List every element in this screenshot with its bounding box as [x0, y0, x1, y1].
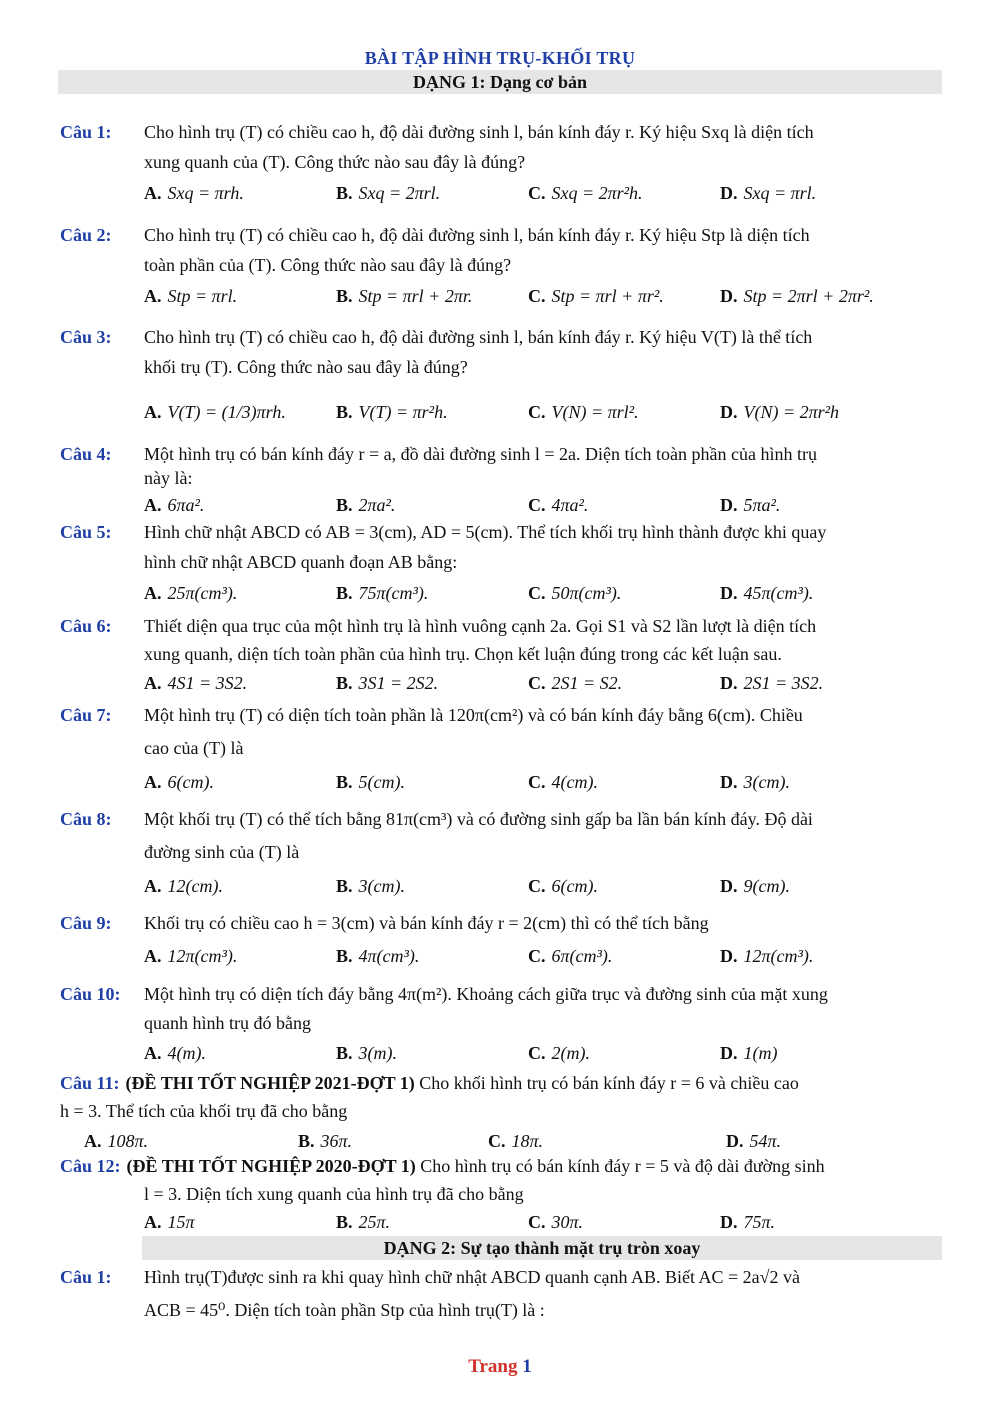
section-heading-1: DẠNG 1: Dạng cơ bản: [58, 70, 942, 94]
option-a: A. Stp = πrl.: [144, 286, 238, 306]
question-text: Hình chữ nhật ABCD có AB = 3(cm), AD = 5(cm). Thể tích khối trụ hình thành được khi quay: [144, 522, 827, 542]
option-c: C. 2S1 = S2.: [528, 673, 623, 693]
page-footer: [0, 1356, 1000, 1378]
question-number: Câu 11:: [60, 1073, 120, 1093]
option-c: C. 30π.: [528, 1212, 584, 1232]
question-text-cont: cao của (T) là: [144, 738, 244, 758]
question-number: Câu 7:: [60, 705, 112, 725]
question-9: [60, 908, 940, 974]
question-text: Một khối trụ (T) có thể tích bằng 81π(cm³) và có đường sinh gấp ba lần bán kính đáy. Độ dài: [144, 809, 813, 829]
exam-source: (ĐỀ THI TỐT NGHIỆP 2020-ĐỢT 1): [126, 1156, 416, 1176]
option-d: D. 75π.: [720, 1212, 776, 1232]
option-a: A. 12(cm).: [144, 876, 223, 896]
question-4: [60, 441, 940, 521]
question-number: Câu 12:: [60, 1156, 121, 1176]
option-d: D. 12π(cm³).: [720, 946, 814, 966]
question-text: Thiết diện qua trục của một hình trụ là hình vuông cạnh 2a. Gọi S1 và S2 lần lượt là diện tích: [144, 616, 817, 636]
answer-options: [60, 577, 940, 609]
option-a: A. 6πa².: [144, 495, 205, 515]
question-text: Cho hình trụ có bán kính đáy r = 5 và độ dài đường sinh: [420, 1156, 825, 1176]
question-10: [60, 979, 940, 1069]
option-b: B. 75π(cm³).: [336, 583, 429, 603]
answer-options: [60, 177, 940, 209]
answer-options: [60, 870, 940, 902]
option-a: A. 12π(cm³).: [144, 946, 238, 966]
option-a: A. 4(m).: [144, 1043, 206, 1063]
option-b: B. 36π.: [298, 1131, 353, 1151]
answer-options: [60, 1208, 940, 1236]
option-b: B. 4π(cm³).: [336, 946, 420, 966]
question-text-cont: ACB = 45⁰. Diện tích toàn phần Stp của hình trụ(T) là :: [144, 1300, 545, 1320]
option-c: C. 6(cm).: [528, 876, 598, 896]
question-number: Câu 10:: [60, 984, 121, 1004]
section2-question-1: [60, 1262, 940, 1328]
option-a: A. 108π.: [84, 1131, 149, 1151]
option-c: C. V(N) = πrl².: [528, 402, 639, 422]
question-text: Cho hình trụ (T) có chiều cao h, độ dài đường sinh l, bán kính đáy r. Ký hiệu Sxq là diện tích: [144, 122, 814, 142]
option-c: C. 50π(cm³).: [528, 583, 622, 603]
answer-options: [60, 396, 940, 428]
question-number: Câu 2:: [60, 225, 112, 245]
option-d: D. Stp = 2πrl + 2πr².: [720, 286, 874, 306]
option-b: B. 3S1 = 2S2.: [336, 673, 439, 693]
question-3: [60, 322, 940, 428]
section-heading-2: DẠNG 2: Sự tạo thành mặt trụ tròn xoay: [142, 1236, 942, 1260]
question-text: Một hình trụ có bán kính đáy r = a, đồ dài đường sinh l = 2a. Diện tích toàn phần của hình trụ: [144, 444, 817, 464]
question-12: [60, 1152, 940, 1236]
question-text-cont: đường sinh của (T) là: [144, 842, 300, 862]
option-b: B. 2πa².: [336, 495, 396, 515]
option-c: C. 2(m).: [528, 1043, 590, 1063]
question-text: Cho hình trụ (T) có chiều cao h, độ dài đường sinh l, bán kính đáy r. Ký hiệu V(T) là thể tích: [144, 327, 813, 347]
page-title: BÀI TẬP HÌNH TRỤ-KHỐI TRỤ: [364, 48, 636, 68]
option-b: B. 25π.: [336, 1212, 391, 1232]
answer-options: [60, 280, 940, 312]
option-d: D. V(N) = 2πr²h: [720, 402, 840, 422]
question-number: Câu 3:: [60, 327, 112, 347]
question-number: Câu 8:: [60, 809, 112, 829]
question-text-cont: xung quanh của (T). Công thức nào sau đây là đúng?: [144, 152, 526, 172]
option-a: A. 6(cm).: [144, 772, 214, 792]
question-number: Câu 1:: [60, 1267, 112, 1287]
question-8: [60, 804, 940, 902]
option-a: A. Sxq = πrh.: [144, 183, 244, 203]
option-b: B. Sxq = 2πrl.: [336, 183, 441, 203]
option-d: D. 3(cm).: [720, 772, 790, 792]
option-c: C. 4(cm).: [528, 772, 598, 792]
question-number: Câu 5:: [60, 522, 112, 542]
question-text-cont: khối trụ (T). Công thức nào sau đây là đúng?: [144, 357, 468, 377]
question-1: [60, 117, 940, 209]
question-text: Một hình trụ có diện tích đáy bằng 4π(m²). Khoảng cách giữa trục và đường sinh của mặt xung: [144, 984, 828, 1004]
question-7: [60, 700, 940, 798]
option-d: D. 2S1 = 3S2.: [720, 673, 824, 693]
option-a: A. 4S1 = 3S2.: [144, 673, 248, 693]
option-b: B. Stp = πrl + 2πr.: [336, 286, 473, 306]
question-text-cont: toàn phần của (T). Công thức nào sau đây là đúng?: [144, 255, 512, 275]
question-text-cont: xung quanh, diện tích toàn phần của hình trụ. Chọn kết luận đúng trong các kết luận sau.: [144, 644, 782, 664]
option-c: C. 6π(cm³).: [528, 946, 613, 966]
question-5: [60, 517, 940, 609]
question-number: Câu 6:: [60, 616, 112, 636]
option-b: B. 3(m).: [336, 1043, 398, 1063]
option-d: D. 9(cm).: [720, 876, 790, 896]
footer-page-word: Trang: [468, 1356, 518, 1377]
question-number: Câu 9:: [60, 913, 112, 933]
option-d: D. 45π(cm³).: [720, 583, 814, 603]
question-text-cont: hình chữ nhật ABCD quanh đoạn AB bằng:: [144, 552, 458, 572]
option-b: B. 5(cm).: [336, 772, 405, 792]
option-a: A. 15π: [144, 1212, 195, 1232]
option-b: B. 3(cm).: [336, 876, 405, 896]
option-d: D. 54π.: [726, 1131, 782, 1151]
option-c: C. Sxq = 2πr²h.: [528, 183, 643, 203]
option-a: A. V(T) = (1/3)πrh.: [144, 402, 286, 422]
question-6: [60, 611, 940, 699]
exam-source: (ĐỀ THI TỐT NGHIỆP 2021-ĐỢT 1): [125, 1073, 415, 1093]
question-text-cont: quanh hình trụ đó bằng: [144, 1013, 311, 1033]
option-c: C. 4πa².: [528, 495, 589, 515]
question-text: Một hình trụ (T) có diện tích toàn phần là 120π(cm²) và có bán kính đáy bằng 6(cm). Chiều: [144, 705, 803, 725]
question-number: Câu 1:: [60, 122, 112, 142]
question-text: Cho khối hình trụ có bán kính đáy r = 6 và chiều cao: [419, 1073, 799, 1093]
option-a: A. 25π(cm³).: [144, 583, 238, 603]
question-text-cont: này là:: [144, 468, 193, 488]
question-text: Khối trụ có chiều cao h = 3(cm) và bán kính đáy r = 2(cm) thì có thể tích bằng: [144, 913, 709, 933]
option-d: D. Sxq = πrl.: [720, 183, 817, 203]
answer-options: [60, 667, 940, 699]
option-c: C. Stp = πrl + πr².: [528, 286, 664, 306]
answer-options: [60, 1037, 940, 1069]
question-text: Hình trụ(T)được sinh ra khi quay hình chữ nhật ABCD quanh cạnh AB. Biết AC = 2a√2 và: [144, 1267, 800, 1287]
question-text: Cho hình trụ (T) có chiều cao h, độ dài đường sinh l, bán kính đáy r. Ký hiệu Stp là diện tích: [144, 225, 810, 245]
answer-options: [60, 766, 940, 798]
option-d: D. 1(m): [720, 1043, 778, 1063]
answer-options: [60, 938, 940, 974]
footer-page-number: 1: [522, 1356, 532, 1377]
option-d: D. 5πa².: [720, 495, 781, 515]
question-number: Câu 4:: [60, 444, 112, 464]
question-text-cont: h = 3. Thể tích của khối trụ đã cho bằng: [60, 1101, 348, 1121]
question-text-cont: l = 3. Diện tích xung quanh của hình trụ đã cho bằng: [144, 1184, 524, 1204]
question-2: [60, 220, 940, 312]
option-c: C. 18π.: [488, 1131, 544, 1151]
question-11: [60, 1069, 940, 1157]
option-b: B. V(T) = πr²h.: [336, 402, 448, 422]
